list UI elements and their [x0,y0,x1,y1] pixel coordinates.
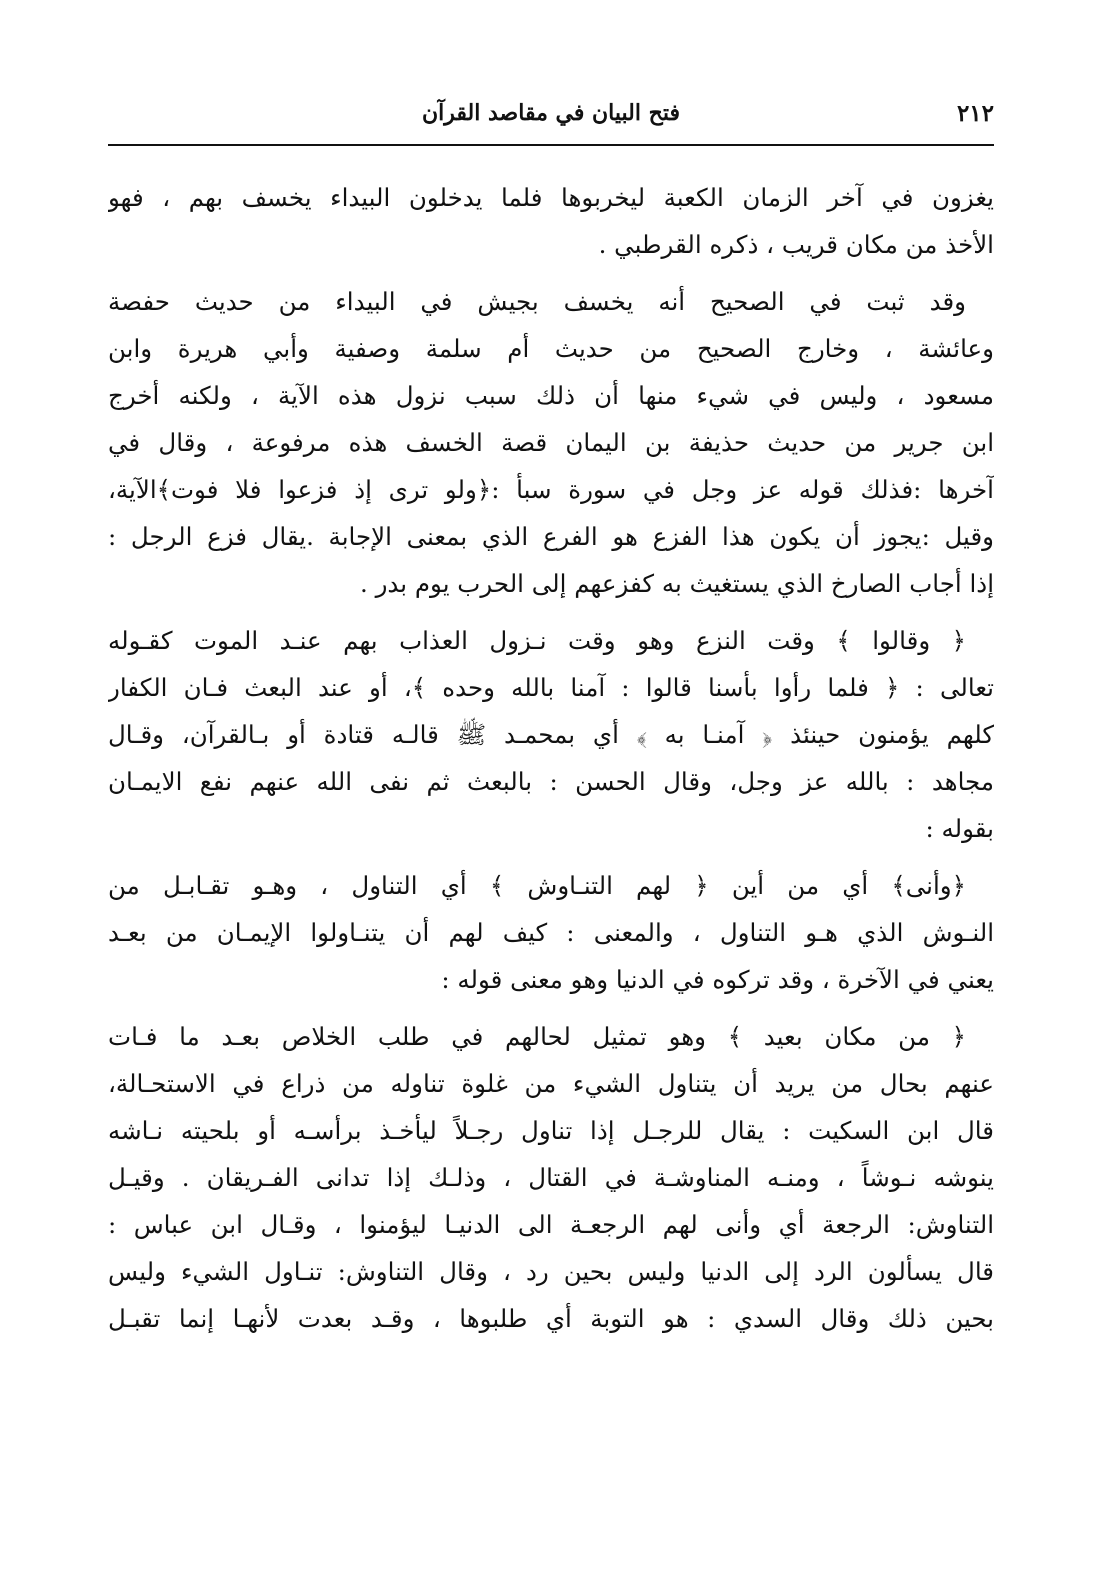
text-line: وقد ثبت في الصحيح أنه يخسف بجيش في البيداء من حديث حفصة [108,287,966,316]
text-line: قال يسألون الرد إلى الدنيا وليس بحين رد ، وقال التناوش: تنـاول الشيء وليس [108,1257,994,1286]
text-line: وعائشة ، وخارج الصحيح من حديث أم سلمة وصفية وأبي هريرة وابن [108,334,994,363]
text-line: بقوله : [925,814,994,843]
text-line: كلهم يؤمنون حينئذ ﴿ آمنـا به ﴾ أي بمحمـد ﷺ قالـه قتادة أو بـالقرآن، وقـال [108,720,994,749]
text-line: تعالى : ﴿ فلما رأوا بأسنا قالوا : آمنا بالله وحده ﴾، أو عند البعث فـان الكفار [108,673,994,702]
text-line: النـوش الذي هـو التناول ، والمعنى : كيف لهم أن يتنـاولوا الإيمـان من بعـد [108,918,994,947]
paragraph [108,278,994,607]
text-line: يغزون في آخر الزمان الكعبة ليخربوها فلما يدخلون البيداء يخسف بهم ، فهو [108,183,994,212]
running-title: فتح البيان في مقاصد القرآن [422,100,680,126]
page-body [108,174,994,1342]
text-line: مجاهد : بالله عز وجل، وقال الحسن : بالبعث ثم نفى الله عنهم نفع الايمـان [108,767,994,796]
text-line: الأخذ من مكان قريب ، ذكره القرطبي . [598,230,994,259]
book-page [108,0,994,1570]
text-line: آخرها :فذلك قوله عز وجل في سورة سبأ :﴿ولو ترى إذ فزعوا فلا فوت﴾الآية، [108,475,994,504]
text-line: ﴿وأنى﴾ أي من أين ﴿ لهم التنـاوش ﴾ أي التناول ، وهـو تقـابـل من [108,871,966,900]
text-line: يعني في الآخرة ، وقد تركوه في الدنيا وهو معنى قوله : [441,965,994,994]
text-line: ﴿ من مكان بعيد ﴾ وهو تمثيل لحالهم في طلب الخلاص بعـد ما فـات [108,1022,966,1051]
text-line: التناوش: الرجعة أي وأنى لهم الرجعـة الى الدنيـا ليؤمنوا ، وقـال ابن عباس : [108,1210,994,1239]
text-line: بحين ذلك وقال السدي : هو التوبة أي طلبوها ، وقـد بعدت لأنهـا إنما تقبـل [108,1304,994,1333]
text-line: إذا أجاب الصارخ الذي يستغيث به كفزعهم إلى الحرب يوم بدر . [360,569,994,598]
paragraph [108,1013,994,1342]
page-number: ٢١٢ [956,100,994,127]
text-line: ﴿ وقالوا ﴾ وقت النزع وهو وقت نـزول العذاب بهم عنـد الموت كقـوله [108,626,966,655]
paragraph [108,862,994,1003]
paragraph [108,617,994,852]
page-header [108,96,994,146]
text-line: ابن جرير من حديث حذيفة بن اليمان قصة الخسف هذه مرفوعة ، وقال في [108,428,994,457]
text-line: عنهم بحال من يريد أن يتناول الشيء من غلوة تناوله من ذراع في الاستحـالة، [108,1069,994,1098]
text-line: قال ابن السكيت : يقال للرجـل إذا تناول رجـلاً ليأخـذ برأسـه أو بلحيته نـاشه [108,1116,994,1145]
paragraph [108,174,994,268]
text-line: وقيل :يجوز أن يكون هذا الفزع هو الفرع الذي بمعنى الإجابة .يقال فزع الرجل : [108,522,994,551]
text-line: مسعود ، وليس في شيء منها أن ذلك سبب نزول هذه الآية ، ولكنه أخرج [108,381,994,410]
text-line: ينوشه نـوشاً ، ومنـه المناوشـة في القتال ، وذلـك إذا تدانى الفـريقان . وقيـل [108,1163,994,1192]
